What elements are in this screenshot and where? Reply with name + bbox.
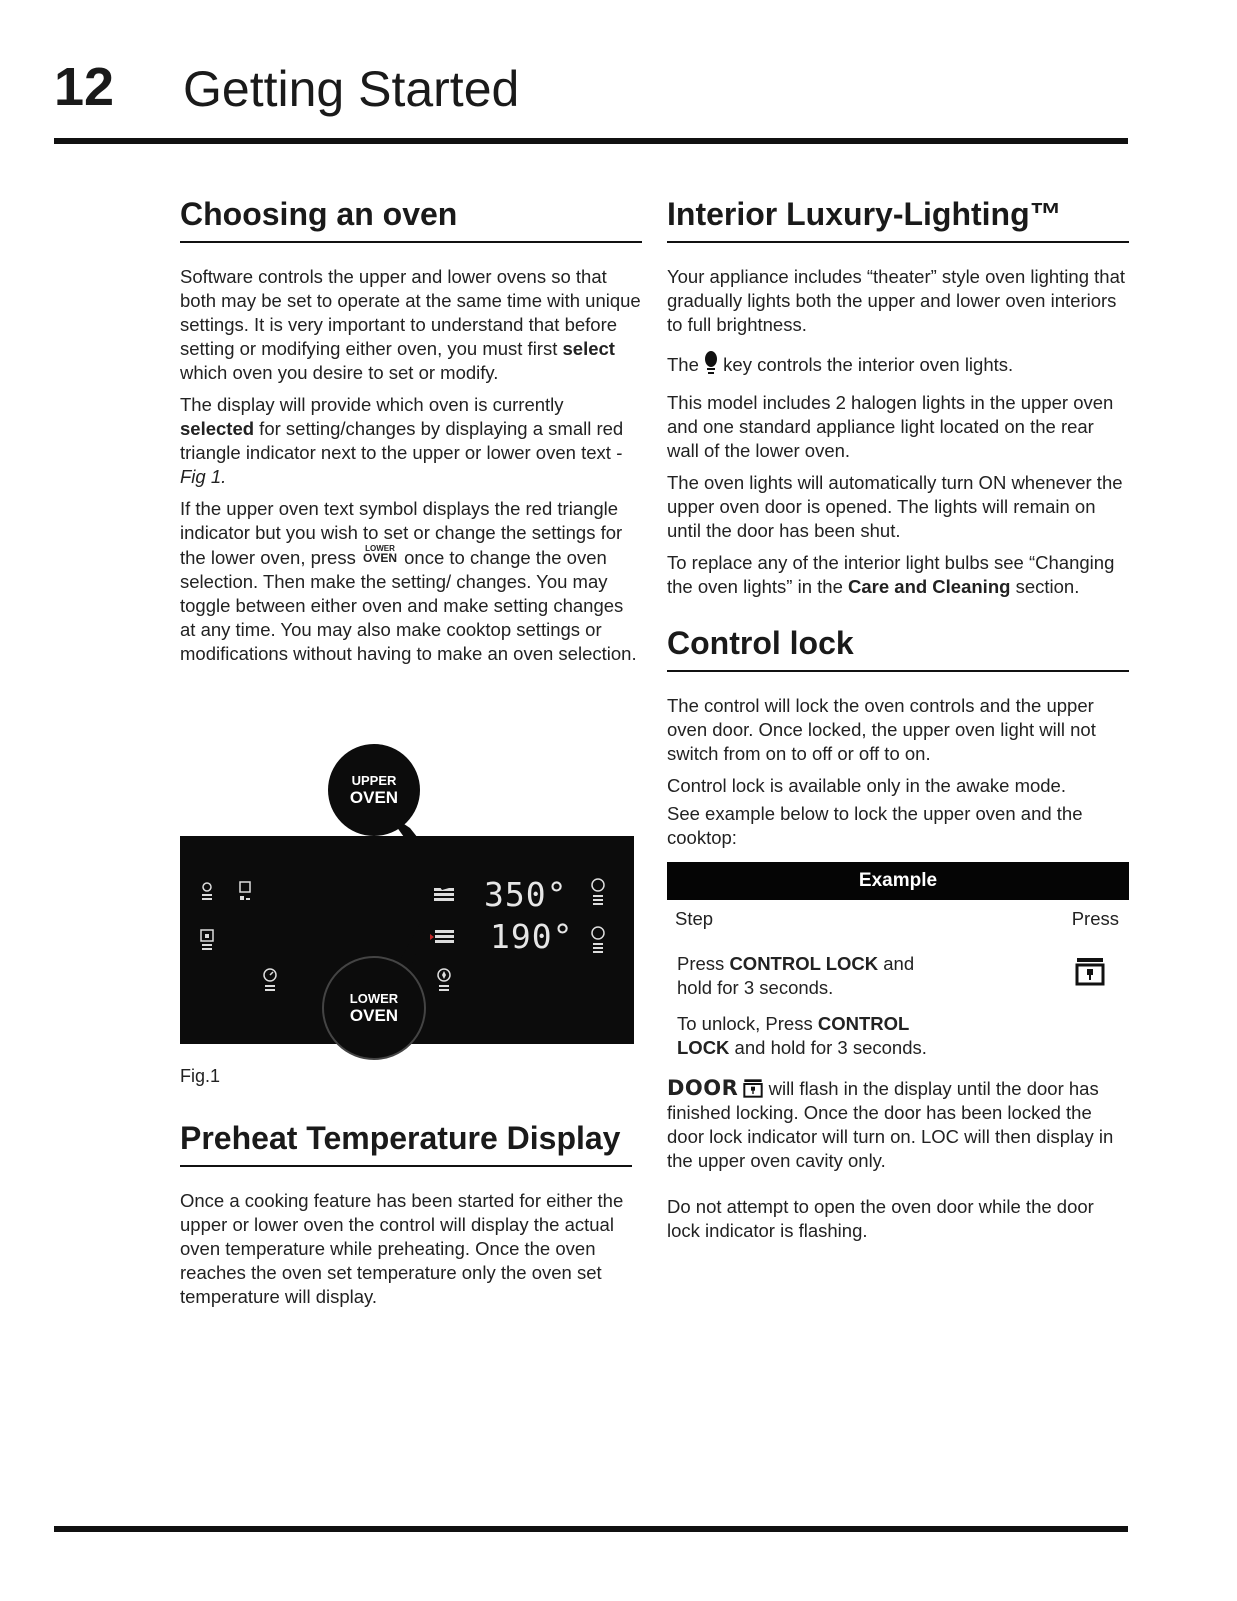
control-lock-heading: Control lock xyxy=(667,625,1129,672)
lighting-paragraph-2: The key controls the interior oven lights. xyxy=(667,351,1129,377)
press-column-label: Press xyxy=(1071,907,1119,929)
lower-oven-bubble: LOWER OVEN xyxy=(322,956,426,1060)
door-indicator-text: DOOR xyxy=(667,1075,739,1100)
lighting-heading: Interior Luxury-Lighting™ xyxy=(667,196,1129,243)
top-rule xyxy=(54,138,1128,144)
control-lock-paragraph-3: See example below to lock the upper oven and the cooktop: xyxy=(667,802,1083,848)
example-row-unlock: To unlock, Press CONTROL LOCK and hold for 3 seconds. xyxy=(677,1012,927,1058)
choosing-section xyxy=(180,196,642,674)
figure-caption: Fig.1 xyxy=(180,1066,221,1086)
door-lock-icon xyxy=(743,1078,763,1098)
control-lock-paragraph-2: Control lock is available only in the awake mode. xyxy=(667,774,1066,796)
control-lock-paragraph-4: DOOR will flash in the display until the door has finished locking. Once the door has been locked the door lock indicator will turn on. LOC will then display in the upper oven cavity only. xyxy=(667,1075,1114,1171)
control-lock-key-icon xyxy=(1075,956,1105,986)
lighting-paragraph-1: Your appliance includes “theater” style oven lighting that gradually lights both the upper and lower oven interiors to full brightness. xyxy=(667,265,1125,335)
example-columns xyxy=(667,900,1129,952)
choosing-paragraph-3: If the upper oven text symbol displays the red triangle indicator but you wish to set or change the settings for the lower oven, press LOWER OVEN once to change the oven selection. Then make the setting/ changes. You may toggle between either oven and make setting changes at any time. You may also make cooktop settings or modifications without having to make an oven selection. xyxy=(180,497,637,664)
example-table-header: Example xyxy=(667,862,1129,900)
choosing-paragraph-2: The display will provide which oven is currently selected for setting/changes by displaying a small red triangle indicator next to the upper or lower oven text -Fig 1. xyxy=(180,393,624,487)
preheat-section xyxy=(180,1120,632,1317)
page-number: 12 xyxy=(54,57,115,117)
preheat-heading: Preheat Temperature Display xyxy=(180,1120,632,1167)
control-lock-paragraph-1: The control will lock the oven controls and the upper oven door. Once locked, the upper oven light will not switch from on to off or off to on. xyxy=(667,694,1096,764)
lighting-paragraph-4: The oven lights will automatically turn ON whenever the upper oven door is opened. The lights will remain on until the door has been shut. xyxy=(667,471,1123,541)
lower-oven-key-icon: LOWER OVEN xyxy=(362,543,397,565)
lighting-paragraph-3: This model includes 2 halogen lights in the upper oven and one standard appliance light located on the rear wall of the lower oven. xyxy=(667,391,1114,461)
upper-oven-temperature: 350° xyxy=(484,875,568,914)
preheat-paragraph: Once a cooking feature has been started for either the upper or lower oven the control will display the actual oven temperature while preheating. Once the oven reaches the oven set temperature only the oven set temperature will display. xyxy=(180,1189,624,1307)
example-row-lock: Press CONTROL LOCK and hold for 3 seconds. xyxy=(667,952,1129,1000)
choosing-paragraph-1: Software controls the upper and lower ovens so that both may be set to operate at the same time with unique settings. It is very important to understand that before setting or modifying either oven, you must first select which oven you desire to set or modify. xyxy=(180,265,641,383)
lower-oven-temperature: 190° xyxy=(490,917,574,956)
bottom-rule xyxy=(54,1526,1128,1532)
control-lock-paragraph-5: Do not attempt to open the oven door while the door lock indicator is flashing. xyxy=(667,1195,1094,1241)
control-panel-figure xyxy=(180,760,634,1080)
page-title: Getting Started xyxy=(183,61,520,117)
choosing-heading: Choosing an oven xyxy=(180,196,642,243)
light-bulb-icon xyxy=(704,351,718,377)
lighting-paragraph-5: To replace any of the interior light bulbs see “Changing the oven lights” in the Care and Cleaning section. xyxy=(667,551,1115,597)
step-column-label: Step xyxy=(675,907,714,929)
lighting-section xyxy=(667,196,1129,1251)
upper-oven-bubble: UPPER OVEN xyxy=(328,744,420,836)
